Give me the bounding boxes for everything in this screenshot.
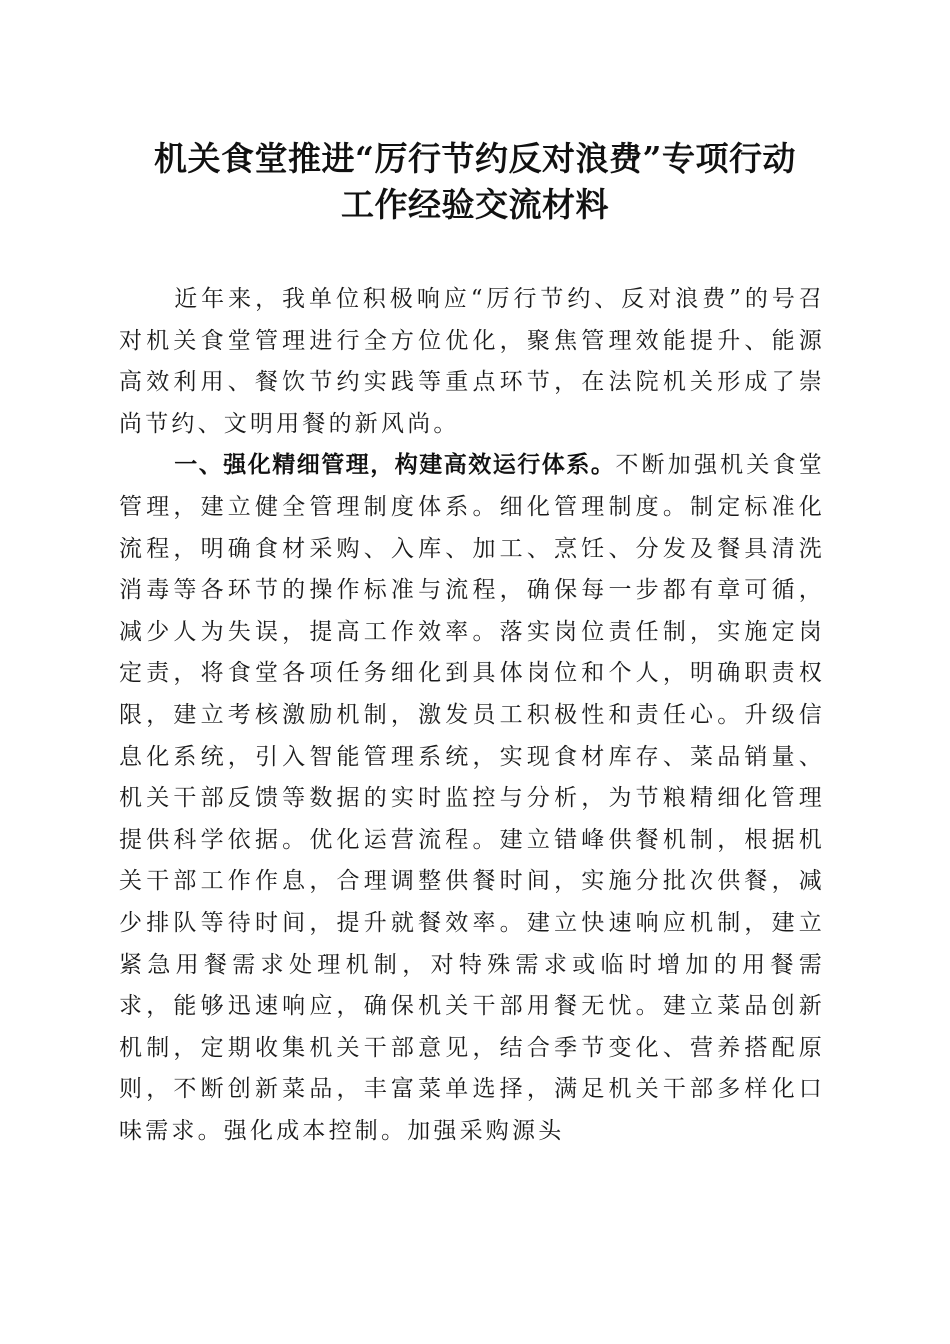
section-1-heading: 一、强化精细管理，构建高效运行体系。 [174,452,616,479]
section-1-body: 不断加强机关食堂管理，建立健全管理制度体系。细化管理制度。制定标准化流程，明确食材采购、入库、加工、烹饪、分发及餐具清洗消毒等各环节的操作标准与流程，确保每一步都有章可循，减少人为失误，提高工作效率。落实岗位责任制，实施定岗定责，将食堂各项任务细化到具体岗位和个人，明确职责权限，建立考核激励机制，激发员工积极性和责任心。升级信息化系统，引入智能管理系统，实现食材库存、菜品销量、机关干部反馈等数据的实时监控与分析，为节粮精细化管理提供科学依据。优化运营流程。建立错峰供餐机制，根据机关干部工作作息，合理调整供餐时间，实施分批次供餐，减少排队等待时间，提升就餐效率。建立快速响应机制，建立紧急用餐需求处理机制，对特殊需求或临时增加的用餐需求，能够迅速响应，确保机关干部用餐无忧。建立菜品创新机制，定期收集机关干部意见，结合季节变化、营养搭配原则，不断创新菜品，丰富菜单选择，满足机关干部多样化口味需求。强化成本控制。加强采购源头 [119,452,826,1144]
title-line-1: 机关食堂推进“厉行节约反对浪费”专项行动 [154,139,796,178]
title-line-2: 工作经验交流材料 [341,185,609,224]
document-title [0,136,950,228]
intro-paragraph: 近年来，我单位积极响应“厉行节约、反对浪费”的号召对机关食堂管理进行全方位优化，聚焦管理效能提升、能源高效利用、餐饮节约实践等重点环节，在法院机关形成了崇尚节约、文明用餐的新风尚。 [119,286,825,437]
section-1-paragraph [119,445,825,1152]
document-body [119,279,825,1152]
